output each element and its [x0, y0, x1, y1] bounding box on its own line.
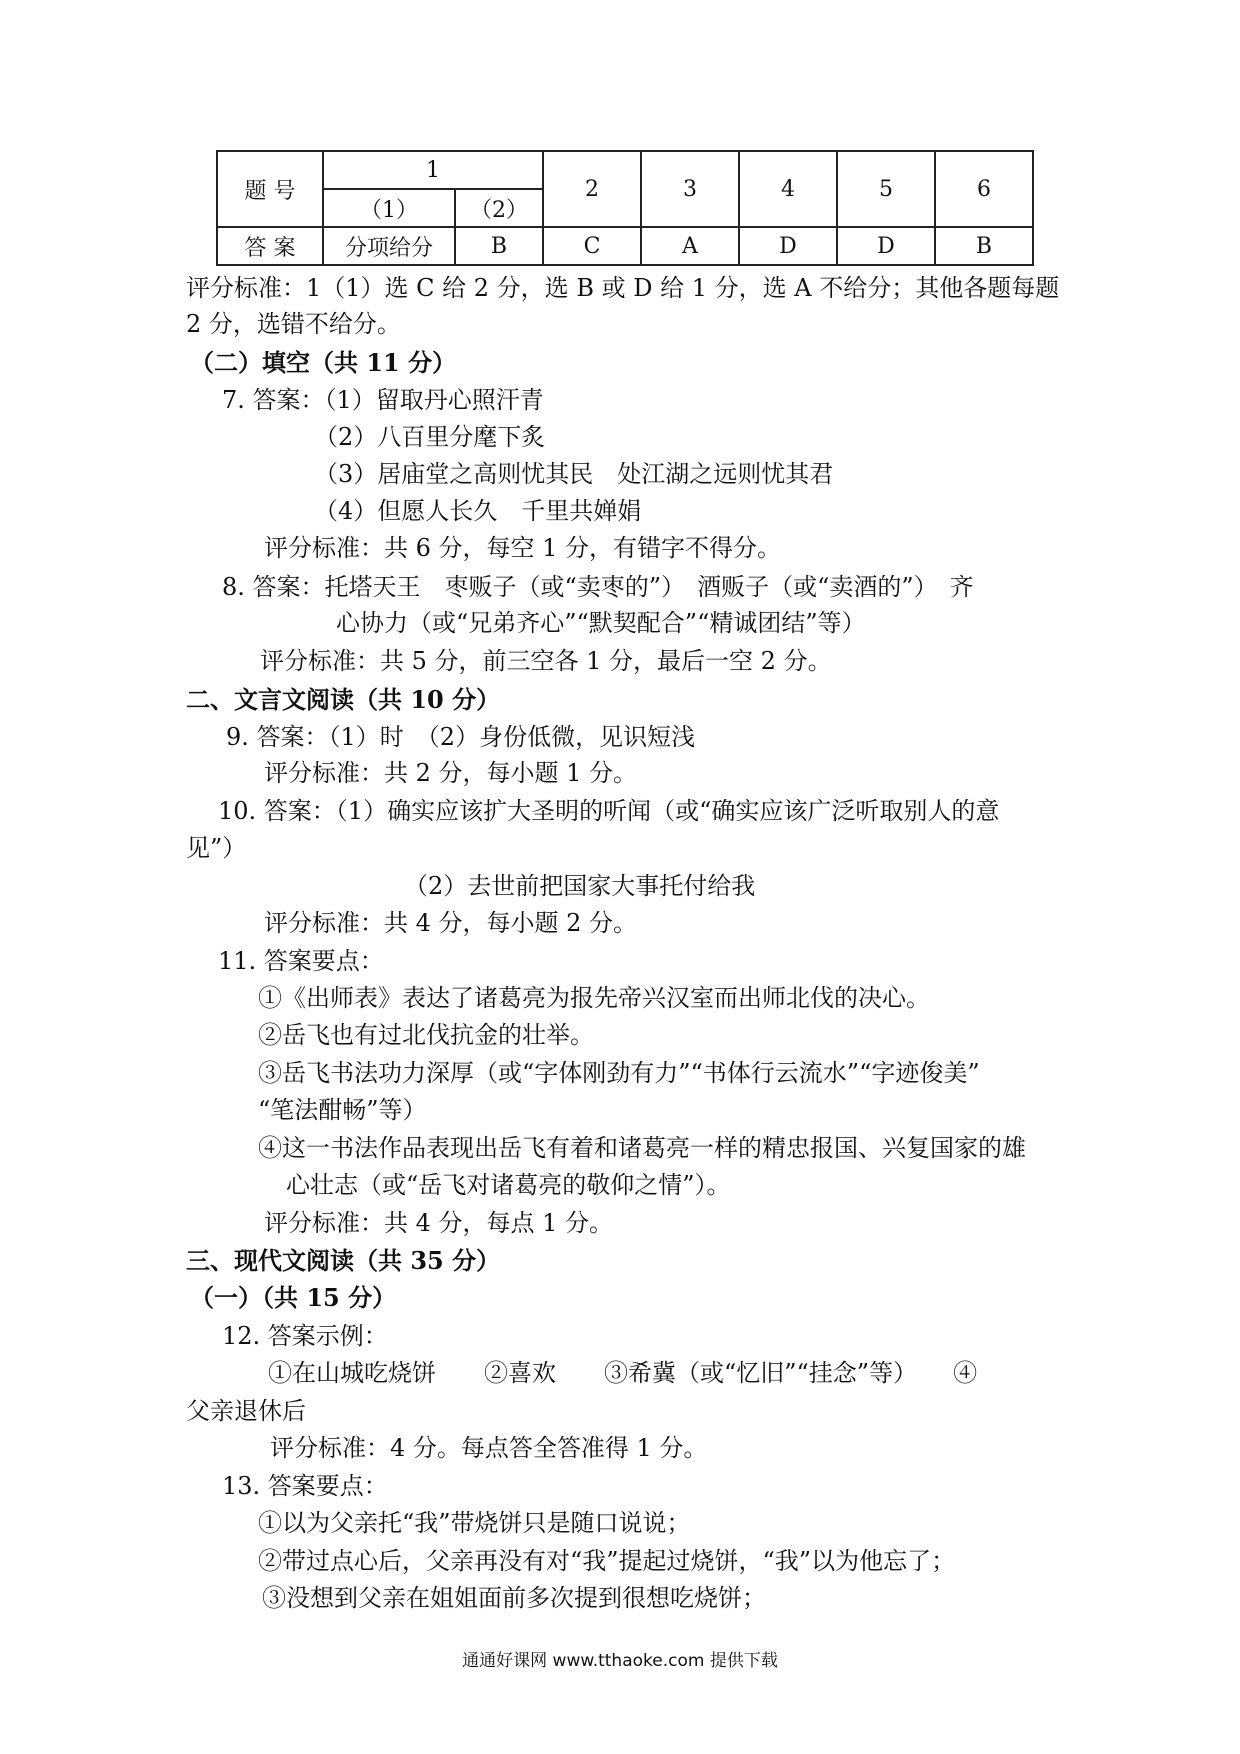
scoring-note-line: 评分标准：共 2 分，每小题 1 分。 [264, 759, 638, 787]
answer-label-cell: 答 案 [217, 227, 323, 265]
section-heading: 二、文言文阅读（共 10 分） [186, 685, 501, 714]
answer-point: ③没想到父亲在姐姐面前多次提到很想吃烧饼； [262, 1584, 766, 1612]
answer-line: （4）但愿人长久 千里共婵娟 [314, 497, 642, 525]
answer-line: 见”） [186, 834, 247, 862]
answer-cell: B [455, 227, 543, 265]
answer-cell: B [935, 227, 1033, 265]
answer-line: 父亲退休后 [186, 1397, 306, 1425]
answer-line: 9. 答案：（1）时 （2）身份低微，见识短浅 [226, 723, 696, 751]
scoring-note-line: 2 分，选错不给分。 [186, 310, 401, 338]
answer-point: ③岳飞书法功力深厚（或“字体刚劲有力”“书体行云流水”“字迹俊美” [258, 1059, 980, 1087]
scoring-note-line: 评分标准：共 4 分，每小题 2 分。 [264, 909, 638, 937]
section-heading: （一）（共 15 分） [190, 1283, 397, 1312]
answer-point: ①《出师表》表达了诸葛亮为报先帝兴汉室而出师北伐的决心。 [258, 984, 930, 1012]
q3-cell: 3 [641, 151, 739, 227]
answer-cell: 分项给分 [323, 227, 455, 265]
answer-line: 12. 答案示例： [222, 1322, 388, 1350]
section-heading: 三、现代文阅读（共 35 分） [186, 1246, 501, 1275]
answer-point: 心壮志（或“岳飞对诸葛亮的敬仰之情”）。 [286, 1171, 731, 1199]
answer-line: （2）八百里分麾下炙 [314, 423, 546, 451]
answer-point: “笔法酣畅”等） [258, 1096, 427, 1124]
answer-point: ④这一书法作品表现出岳飞有着和诸葛亮一样的精忠报国、兴复国家的雄 [258, 1134, 1026, 1162]
answer-cell: C [543, 227, 641, 265]
answer-point: ①以为父亲托“我”带烧饼只是随口说说； [258, 1509, 691, 1537]
answer-line: （2）去世前把国家大事托付给我 [404, 872, 756, 900]
scoring-note-line: 评分标准：4 分。每点答全答准得 1 分。 [270, 1434, 708, 1462]
answer-line: （3）居庙堂之高则忧其民 处江湖之远则忧其君 [314, 460, 834, 488]
q2-cell: 2 [543, 151, 641, 227]
answer-cell: D [837, 227, 935, 265]
q1-cell: 1 [323, 151, 543, 189]
scoring-note-line: 评分标准：共 6 分，每空 1 分，有错字不得分。 [264, 534, 782, 562]
scoring-note-line: 评分标准：1（1）选 C 给 2 分，选 B 或 D 给 1 分，选 A 不给分；其他各题每题 [186, 274, 1060, 302]
answer-line: ①在山城吃烧饼 ②喜欢 ③希冀（或“忆旧”“挂念”等） ④ [268, 1359, 978, 1387]
answer-point: ②带过点心后，父亲再没有对“我”提起过烧饼，“我”以为他忘了； [258, 1547, 956, 1575]
header-label-cell: 题 号 [217, 151, 323, 227]
answer-cell: A [641, 227, 739, 265]
q5-cell: 5 [837, 151, 935, 227]
answer-line: 心协力（或“兄弟齐心”“默契配合”“精诚团结”等） [336, 609, 866, 637]
q6-cell: 6 [935, 151, 1033, 227]
scoring-note-line: 评分标准：共 4 分，每点 1 分。 [264, 1209, 614, 1237]
q1-sub2-cell: （2） [455, 189, 543, 227]
section-heading: （二）填空（共 11 分） [190, 348, 457, 377]
footer-credit: 通通好课网 www.tthaoke.com 提供下载 [462, 1651, 778, 1671]
answer-line: 10. 答案：（1）确实应该扩大圣明的听闻（或“确实应该广泛听取别人的意 [218, 797, 1000, 825]
answer-cell: D [739, 227, 837, 265]
answer-line: 11. 答案要点： [218, 947, 384, 975]
q1-sub1-cell: （1） [323, 189, 455, 227]
scoring-note-line: 评分标准：共 5 分，前三空各 1 分，最后一空 2 分。 [260, 647, 832, 675]
q4-cell: 4 [739, 151, 837, 227]
answer-line: 8. 答案：托塔天王 枣贩子（或“卖枣的”） 酒贩子（或“卖酒的”） 齐 [222, 573, 974, 601]
answer-line: 7. 答案：（1）留取丹心照汗青 [222, 386, 544, 414]
answer-point: ②岳飞也有过北伐抗金的壮举。 [258, 1021, 594, 1049]
answer-table [216, 150, 1034, 266]
answer-line: 13. 答案要点： [222, 1472, 388, 1500]
